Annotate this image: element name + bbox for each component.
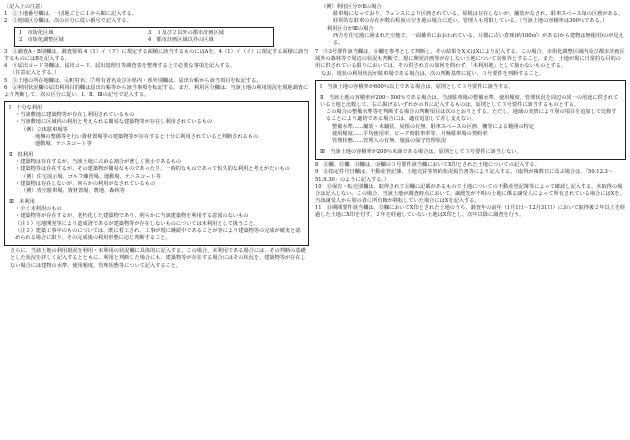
usage-status-paragraph: さらに、当該土地の利用現況を利用・未利用の状況欄に具体的に記入する。この場合、未利用である場合には、その判断の基礎とした状況を詳しく記入するとともに、利用と判断した場合にも、建築物等が存在する場合にはその状況を、建築物等が存在しない場合には建物の水準、使用頻度、管理状態等について記入すること。 <box>10 248 306 269</box>
left-column <box>4 4 309 270</box>
area-classification-box <box>14 27 274 47</box>
criteria-ii-detail: この場合の整備水準等を判断する場合の判断項目は次のとおりとする。ただし、地域の実情により別の項目を追加して比較することにより適切である場合には、適宜追加して差し支えない。 <box>326 109 617 123</box>
example-iii-text: 西方を住宅地に囲まれた空地で、一面雑草におおわれている。片隅に古い倉庫(約100㎡）がある(から建物は無使用)のが見える。 <box>333 32 624 46</box>
category-ii-a: ・建築物は存在するが、当該土地に占める割合が著しく狭小であるもの <box>15 159 182 166</box>
note-2: 2 ②地域区分欄は、次の区分に従い番号で記入する。 <box>4 18 132 25</box>
example-iii-title: 利用区分がⅢの場合 <box>327 25 374 32</box>
category-ii-title: Ⅱ 低利用 <box>9 152 34 159</box>
category-i-title: Ⅰ 十分な利用 <box>9 105 43 112</box>
note-11: 11 ⑬期間要件該当欄は、⑫欄においてⅩ印とされた土地のうち、調査年の前年（1月1日～12月31日）において取得後２年以上を経過した土地にⅩ印を付す。２年を経過していない土地はⅩ印とし、次年以降に調査を行う。 <box>315 205 626 219</box>
usage-category-box <box>4 101 309 246</box>
area-4: 4 都市計画区域以外の区域 <box>148 36 214 43</box>
category-i-example: （例）立体駐車場等 <box>21 126 68 133</box>
note-6: 6 ⑥利用状況欄の届出利用目的欄は届出台帳等から該当事項を転記する。また、利用区分欄は、当該土地の利用現況を現地調査により判断して、次の区分に従い、Ⅰ、Ⅱ、Ⅲの記号で記入する。 <box>4 84 309 98</box>
category-i-example-3: 運動場、テニスコート等 <box>35 140 92 147</box>
category-i-example-2: 地盤の整備等を行い資材置場等の建築物等が存在すると十分に利用されていると判断されるもの <box>35 133 259 140</box>
note-10: 10 ⑫保有・転売別欄は、取得されて⑪欄に記載があるもので土地についての不動産登記簿等によって確認し記入する。未取得の場合は記入しない。この場合、当該土地が調査時点において、譲渡先が不明の土地に係る譲受人によって所有されている場合にはⅩを、当該譲受人から別の者に所有権が移転していた場合にはⅩを記入する。 <box>315 183 625 205</box>
category-iii-a: ・全く未利用のもの <box>15 206 62 213</box>
example-ii-text: 駐車場になっており、フェンスにより区画されている。屋根は存在しないが、舗装がなされ、駐車スペース毎の区画がある。経常的な駐車の存在が数台程度の空き地の場合に近い。管理人も常駐している。（当該土地の容積率は300％である。） <box>333 11 624 25</box>
parking-criteria-box <box>315 80 626 161</box>
category-ii-example-2: （例）青空駐車場、資材置場、農地、森林等 <box>21 187 125 194</box>
category-ii-example: （例）住宅展示場、ゴルフ練習場、運動場、テニスコート等 <box>21 173 161 180</box>
note-5: 5 ⑤土地の所在地欄は、⑥町村名、⑦所有者名及び⑧県内・県外別欄は、届出台帳から該当項目を転記する。 <box>4 77 262 84</box>
category-i-b: ・当該敷地に区域内の利用と考えられる簡易な建築物等が存在し利用されているもの <box>15 119 213 126</box>
note-3: 3 ③調査A・B別欄は、調査要領 4（1）イ（ア）に規定する面積に該当するものにはAを、4（1）イ（イ）に規定する面積に該当するものにはBを記入する。 <box>4 48 309 63</box>
criteria-iii: Ⅲ 当該土地の容積率が200％未満である場合は、原則として３号要件に該当しない。 <box>320 149 522 156</box>
note-9: 9 ⑪指定件号日欄は、不動産登記簿、土地売買等契約状況報告書等により記入する。（取得が複数日に及ぶ場合は、「50.12.3～51.9.30」のように記入する。） <box>315 169 614 183</box>
area-1: 1 市街化区域 <box>19 29 54 36</box>
notes-heading: 〔記入上の注意〕 <box>4 4 46 10</box>
criteria-ii: Ⅱ 当該土地の容積率が200～500％である場合は、当該駐車場の整備水準、使用頻度、管理状況を周辺の同一の用途に供されている土地と比較して、右に掲げるいずれかのＢに記入するものは、原則として３号要件に該当するものとする。 <box>320 94 619 109</box>
category-iii-note-1: （注１）宅地開発等により造成済であるが建築物等が存在しないものについては未利用として扱うこと。 <box>15 220 259 227</box>
note-4-sub: （任意記入とする。） <box>10 70 60 77</box>
category-iii-title: Ⅲ 未利用 <box>9 199 35 206</box>
area-3: 3 １及び２以外の都市計画区域 <box>148 29 224 36</box>
example-ii-title: （例）利用区分がⅡの場合 <box>321 4 382 10</box>
criteria-ii-item-3: 管理状態……管理人の有無、施設の保守管理状況 <box>332 137 447 144</box>
criteria-i: Ⅰ 当該土地の容積率が600％以上である場合は、原則として３号要件に該当する。 <box>320 83 514 90</box>
category-i-a: ・当該敷地に建築物等が存在し利用されているもの <box>15 112 135 119</box>
area-2: 2 市街化調整区域 <box>19 36 64 43</box>
note-7: 7 ⑨3号要件該当欄は、⑧欄を参考として判断し、その結果をⅩ又はⅩにより記入する。この場合、市街化調整区域内及び都市計画区域外の森林等で周辺の状況も判断で、現に開発計画等が存しない土地について対象外とすること。また、土地が現に日常的な目的の用に供されている限りにおいては、その供され方の如何を問わず、「未利用地」として扱わないものとする。 <box>315 49 625 70</box>
criteria-ii-item-2: 使用頻度……平均使用率、ピーク時駐車率等、月極駐車場の契約率 <box>332 130 488 137</box>
criteria-ii-item-1: 整備水準……舗装・未舗装、屋根の有無、駐車スペースの区画、柵等による範囲の特定 <box>332 123 535 130</box>
note-7-sub: なお、現状の利用状況が駐車場である場合は、次の判断基準に従い、３号要件を判断すること。 <box>321 70 545 77</box>
category-ii-d: ・建築物は存在しないが、何らかの利用がなされているもの <box>15 180 156 187</box>
right-column <box>315 4 626 220</box>
note-1: 1 ①土地番号欄は、一団地ごとに１から順に記入する。 <box>4 11 137 18</box>
category-iii-b: ・建築物等が存在するが、老朽化した建築物であり、明らかに当該建築物を利用する意図のないもの <box>15 213 249 220</box>
category-iii-note-2: （注２）建築工事中のものについては、既に着工され、工事が現に継続中であることが等により建築物等の完成が確実と認められる場合に限り、その完成後の利用形態に応じ判断すること。 <box>15 227 301 241</box>
note-8: 8 ⑪欄、⑫欄、⑬欄は、⑩欄の３号要件該当欄においてⅩ印とされた土地についての記入する。 <box>315 162 540 169</box>
note-4: 4 ④届出コード等欄は、届出コード、届出処理日等調査表を整理する上で必要な事項を記入する。 <box>4 63 236 70</box>
category-ii-b: ・建築物等は存在するが、その建築物が簡易なものであったり、一時的なものであって恒久的な利用と考えがたいもの <box>15 166 290 173</box>
